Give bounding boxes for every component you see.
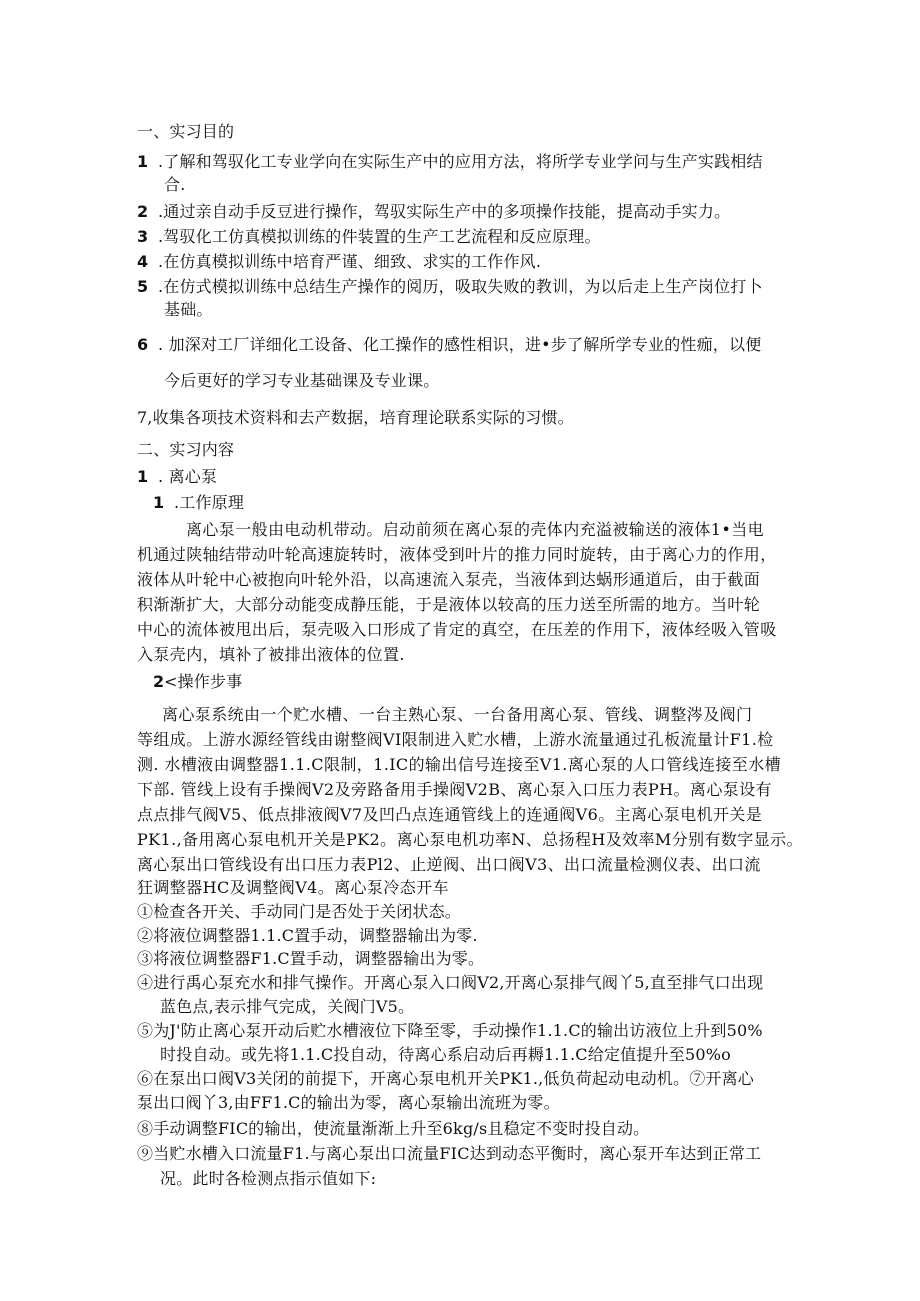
item-text: . 加深对工厂详细化工设备、化工操作的感性相识，进•步了解所学专业的性痂，以便 bbox=[158, 335, 762, 354]
op-line: ⑤为J'防止离心泵开动后贮水槽液位下降至零，手动操作1.1.C的输出访液位上升到50% bbox=[137, 1021, 763, 1040]
item-text: .在仿真模拟训练中培育严谨、细致、求实的工作作风. bbox=[158, 252, 542, 271]
subsection-title: .工作原理 bbox=[174, 493, 245, 512]
item-text: .通过亲自动手反豆进行操作，驾驭实际生产中的多项操作技能，提高动手实力。 bbox=[158, 202, 731, 221]
item-text: .了解和驾驭化工专业学向在实际生产中的应用方法，将所学专业学问与生产实践相结 bbox=[158, 152, 763, 171]
item-continuation: 合. bbox=[164, 175, 186, 194]
op-line: ②将液位调整器1.1.C置手动，调整器输出为零. bbox=[137, 926, 478, 945]
section1-heading: 一、实习目的 bbox=[137, 122, 235, 141]
item-number: 4 bbox=[137, 252, 149, 271]
subsection-number: 1 bbox=[153, 493, 165, 512]
steps-line: 测. 水槽液由调整器1.1.C限制，1.IC的输出信号连接至V1.离心泵的人口管线连接至水槽 bbox=[137, 755, 781, 774]
op-line: ④进行禹心泵充水和排气操作。开离心泵入口阀V2,开离心泵排气阀丫5,直至排气口出现 bbox=[137, 973, 764, 992]
principle-line: 液体从叶轮中心被抱向叶轮外沿，以高速流入泵壳，当液体到达蜗形通道后，由于截面 bbox=[137, 570, 761, 589]
subsection-title: . 离心泵 bbox=[158, 467, 218, 486]
item-number: 6 bbox=[137, 335, 149, 354]
principle-line: 机通过陕轴结带动叶轮高速旋转时，液体受到叶片的推力同时旋转，由于离心力的作用， bbox=[137, 545, 777, 564]
steps-line: 等组成。上游水源经管线由谢整阀VI限制进入贮水槽，上游水流量通过孔板流量计F1.检 bbox=[137, 730, 774, 749]
item-number: 5 bbox=[137, 277, 149, 296]
principle-line: 积渐渐扩大，大部分动能变成静压能，于是液体以较高的压力送至所需的地方。当叶轮 bbox=[137, 595, 761, 614]
section2-heading: 二、实习内容 bbox=[137, 440, 235, 459]
steps-line: 狂调整器HC及调整阀V4。离心泵冷态开车 bbox=[137, 878, 449, 897]
item-7: 7,收集各项技术资料和去产数据，培育理论联系实际的习惯。 bbox=[137, 408, 574, 427]
item-text: .驾驭化工仿真模拟训练的件装置的生产工艺流程和反应原理。 bbox=[158, 227, 601, 246]
steps-line: PK1.,备用离心泵电机开关是PK2。离心泵电机功率N、总扬程H及效率M分别有数字显示。 bbox=[137, 830, 803, 849]
subsection-number: 2 bbox=[153, 672, 165, 691]
op-line: ⑨当贮水槽入口流量F1.与离心泵出口流量FIC达到动态平衡时，离心泵开车达到正常工 bbox=[137, 1144, 762, 1163]
item-continuation: 今后更好的学习专业基础课及专业课。 bbox=[164, 371, 440, 390]
subsection-number: 1 bbox=[137, 467, 149, 486]
op-line: 蓝色点,表示排气完成，关阀门V5。 bbox=[160, 997, 415, 1016]
item-number: 2 bbox=[137, 202, 149, 221]
steps-line: 离心泵系统由一个贮水槽、一台主熟心泵、一台备用离心泵、管线、调整涔及阀门 bbox=[162, 705, 753, 724]
principle-line: 离心泵一般由电动机带动。启动前须在离心泵的壳体内充溢被输送的液体1•当电 bbox=[186, 520, 765, 539]
principle-line: 入泵壳内，填补了被排出液体的位置. bbox=[137, 645, 405, 664]
item-number: 3 bbox=[137, 227, 149, 246]
steps-line: 离心泵出口管线设有出口压力表Pl2、止逆阀、出口阀V3、出口流量检测仪表、出口流 bbox=[137, 855, 761, 874]
op-line: ⑥在泵出口阀V3关闭的前提下，开离心泵电机开关PK1.,低负荷起动电动机。⑦开离心 bbox=[137, 1069, 755, 1088]
principle-line: 中心的流体被甩出后，泵壳吸入口形成了肯定的真空，在压差的作用下，液体经吸入管吸 bbox=[137, 620, 777, 639]
steps-line: 点点排气阀V5、低点排液阀V7及凹凸点连通管线上的连通阀V6。主离心泵电机开关是 bbox=[137, 805, 763, 824]
item-number: 1 bbox=[137, 152, 149, 171]
op-line: 时投自动。或先将1.1.C投自动，待离心系启动后再耨1.1.C给定值提升至50%o bbox=[160, 1045, 731, 1064]
op-line: 况。此时各检测点指示值如下: bbox=[160, 1169, 377, 1188]
item-text: .在仿式模拟训练中总结生产操作的阅历，吸取失败的教训，为以后走上生产岗位打卜 bbox=[158, 277, 763, 296]
steps-line: 下部. 管线上设有手操阀V2及旁路备用手操阀V2B、离心泵入口压力表PH。离心泵设有 bbox=[137, 780, 772, 799]
op-line: ③将液位调整器F1.C置手动，调整器输出为零。 bbox=[137, 949, 485, 968]
op-line: ⑧手动调整FIC的输出，使流量渐渐上升至6kg/s且稳定不变时投自动。 bbox=[137, 1119, 650, 1138]
subsection-title: <操作步事 bbox=[164, 672, 243, 691]
op-line: ①检查各开关、手动同门是否处于关闭状态。 bbox=[137, 902, 462, 921]
item-continuation: 基础。 bbox=[164, 300, 213, 319]
op-line: 泵出口阀丫3,由FF1.C的输出为零，离心泵输出流班为零。 bbox=[137, 1093, 560, 1112]
